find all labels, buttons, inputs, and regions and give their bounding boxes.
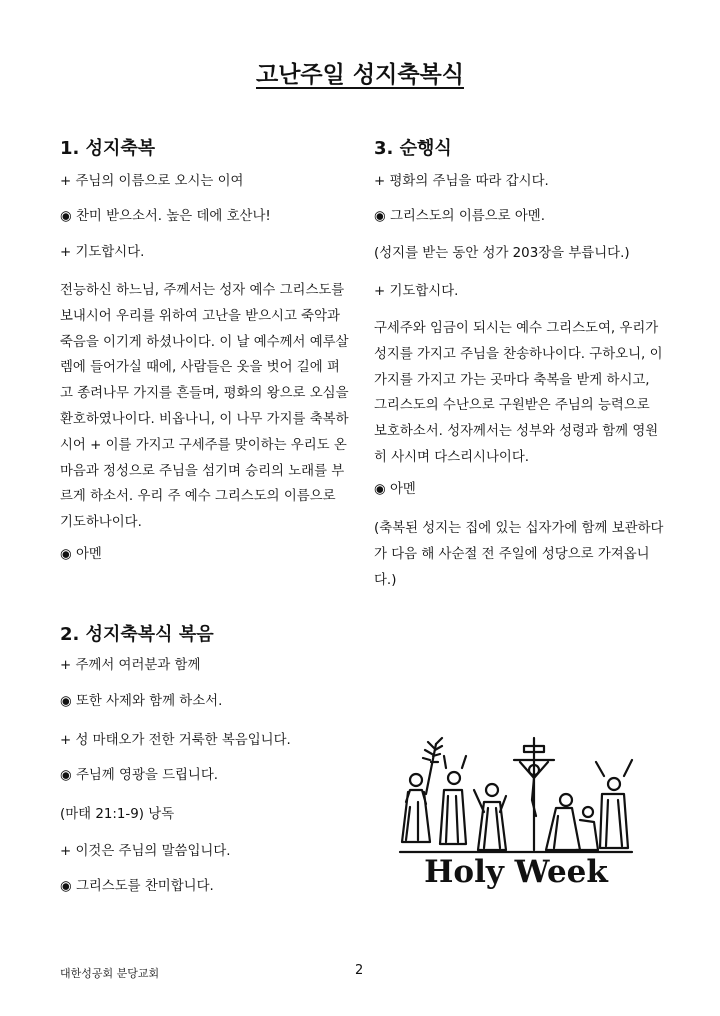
response-amen: ◉ 아멘 <box>60 547 102 562</box>
response: ◉ 주님께 영광을 드립니다. <box>60 768 219 783</box>
prayer-text: 전능하신 하느님, 주께서는 성자 예수 그리스도를 보내시어 우리를 위하여 고난을 받으시고 죽악과 죽음을 이기게 하셨나이다. 이 날 예수께서 예루살렘에 들어가실 때에, 사람들은 옷을 벗어 길에 펴고 종려나무 가지를 흔들며, 평화의 왕으로 오심을 환호하였나이다. 비옵나니, 이 나무 가지를 축복하시어 + 이를 가지고 구세주를 맞이하는 우리도 온 마음과 정성으로 주님을 섬기며 승리의 노래를 부르게 하소서. 우리 주 예수 그리스도의 이름으로 기도하나이다. <box>60 283 349 531</box>
response: ◉ 찬미 받으소서. 높은 데에 호산나! <box>60 209 271 224</box>
illustration-caption: Holy Week <box>424 854 608 890</box>
scripture-reference: (마태 21:1-9) 낭독 <box>60 807 175 822</box>
footer-church-name: 대한성공회 분당교회 <box>60 967 160 980</box>
response-amen: ◉ 아멘 <box>374 482 416 497</box>
versicle: + 기도합시다. <box>374 284 459 299</box>
response: ◉ 또한 사제와 함께 하소서. <box>60 694 223 709</box>
response: ◉ 그리스도를 찬미합니다. <box>60 879 214 894</box>
versicle: + 주께서 여러분과 함께 <box>60 658 201 673</box>
rubric-note: (성지를 받는 동안 성가 203장을 부릅니다.) <box>374 246 630 261</box>
response: ◉ 그리스도의 이름으로 아멘. <box>374 209 545 224</box>
versicle: + 성 마태오가 전한 거룩한 복음입니다. <box>60 733 291 748</box>
section-3-heading: 3. 순행식 <box>374 138 452 159</box>
holy-week-drawing <box>396 732 636 890</box>
page-number: 2 <box>355 963 364 978</box>
section-1-heading: 1. 성지축복 <box>60 138 156 159</box>
prayer-text: 구세주와 임금이 되시는 예수 그리스도여, 우리가 성지를 가지고 주님을 찬송하나이다. 구하오니, 이 가지를 가지고 가는 곳마다 축복을 받게 하시고, 그리스도의 수난으로 구원받은 주님의 능력으로 보호하소서. 성자께서는 성부와 성령과 함께 영원히 사시며 다스리시나이다. <box>374 321 663 465</box>
rubric-note: (축복된 성지는 집에 있는 십자가에 함께 보관하다가 다음 해 사순절 전 주일에 성당으로 가져옵니다.) <box>374 521 664 588</box>
holy-week-illustration <box>396 732 636 890</box>
versicle: + 기도합시다. <box>60 245 145 260</box>
versicle: + 평화의 주님을 따라 갑시다. <box>374 174 549 189</box>
versicle: + 이것은 주님의 말씀입니다. <box>60 844 231 859</box>
versicle: + 주님의 이름으로 오시는 이여 <box>60 174 244 189</box>
page-title: 고난주일 성지축복식 <box>256 62 464 88</box>
section-2-heading: 2. 성지축복식 복음 <box>60 624 214 645</box>
